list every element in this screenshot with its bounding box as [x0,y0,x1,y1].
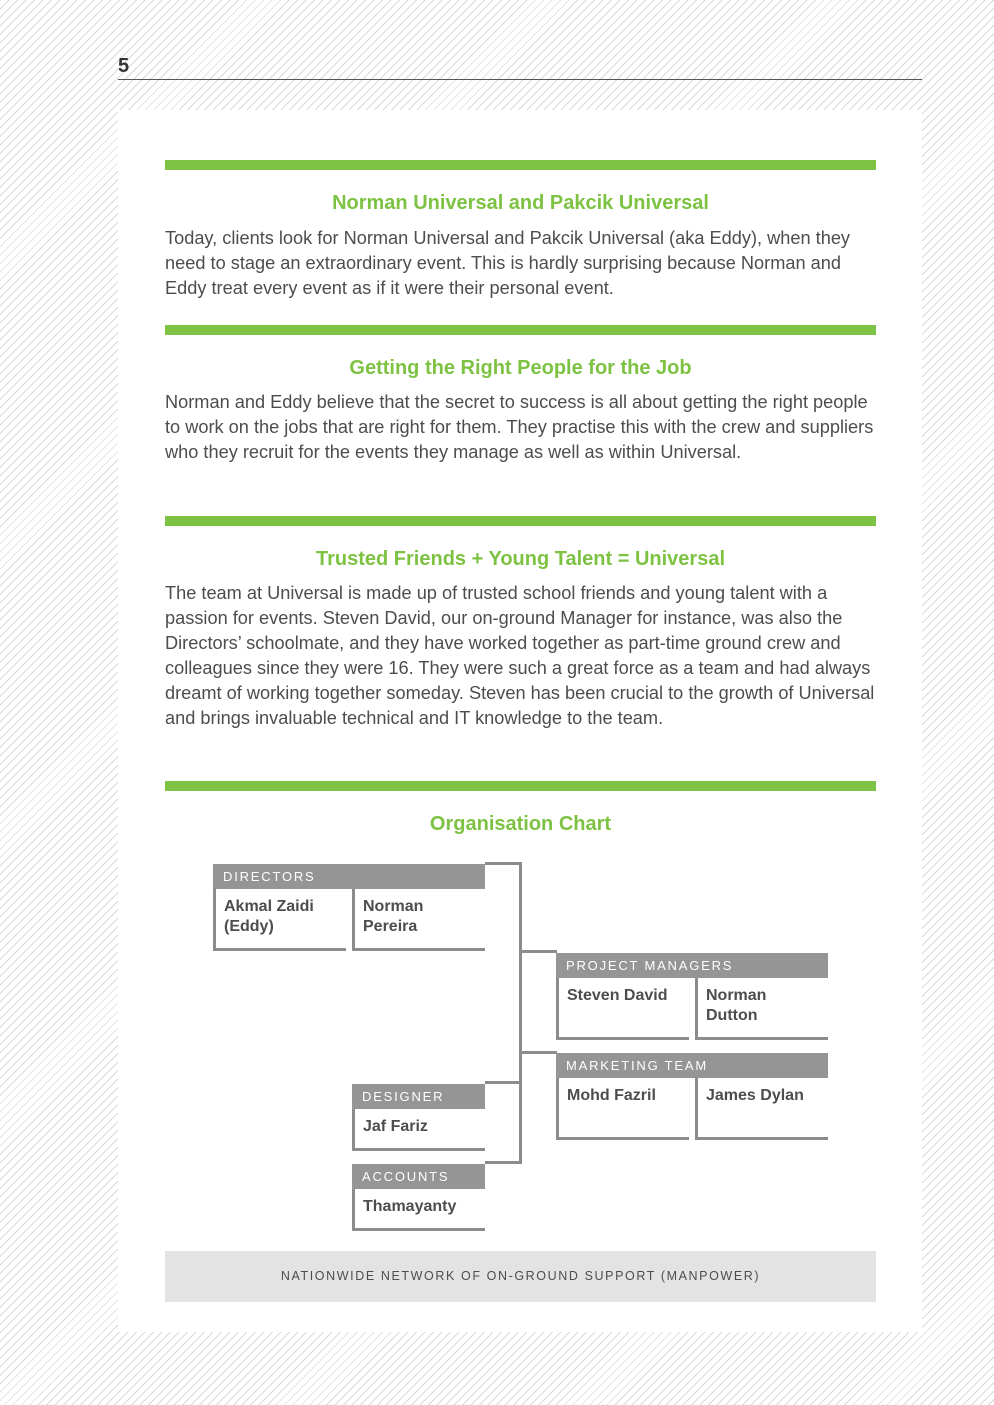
section-body: Norman and Eddy believe that the secret to success is all about getting the right people to work on the jobs that are right for them. They practise this with the crew and suppliers who they recruit for the events they manage as well as within Universal. [165,392,874,462]
marketing-member-card: James Dylan [695,1078,828,1140]
connector-line [519,862,522,1164]
section-divider [165,325,876,335]
project-manager-card: Norman Dutton [695,978,828,1040]
section-divider [165,160,876,170]
accounts-header: ACCOUNTS [352,1164,485,1189]
manpower-network-band: NATIONWIDE NETWORK OF ON-GROUND SUPPORT (MANPOWER) [165,1251,876,1302]
connector-line [519,950,557,953]
org-chart-heading: Organisation Chart [429,813,612,835]
page-number: 5 [118,55,130,77]
connector-line [485,1161,522,1164]
marketing-member-card: Mohd Fazril [556,1078,689,1140]
connector-line [485,1081,522,1084]
project-managers-header: PROJECT MANAGERS [556,953,828,978]
marketing-team-header: MARKETING TEAM [556,1053,828,1078]
section-body: Today, clients look for Norman Universal and Pakcik Universal (aka Eddy), when they need to stage an extraordinary event. This is hardly surprising because Norman and Eddy treat every event as if it were their personal event. [165,228,851,298]
section-body: The team at Universal is made up of trusted school friends and young talent with a passion for events. Steven David, our on-ground Manager for instance, was also the Directors’ schoolmate, and they have worked together as part-time ground crew and colleagues since they were 16. They were such a great force as a team and had always dreamt of working together someday. Steven has been crucial to the growth of Universal and brings invaluable technical and IT knowledge to the team. [165,583,875,728]
connector-line [485,862,522,865]
designer-header: DESIGNER [352,1084,485,1109]
accounts-card: Thamayanty [352,1189,485,1231]
section-heading: Norman Universal and Pakcik Universal [332,192,709,214]
directors-header: DIRECTORS [213,864,485,889]
section-heading: Trusted Friends + Young Talent = Universal [316,548,725,570]
section-heading: Getting the Right People for the Job [349,357,692,379]
section-divider [165,516,876,526]
director-card: Akmal Zaidi (Eddy) [213,889,346,951]
connector-line [519,1051,557,1054]
designer-card: Jaf Fariz [352,1109,485,1151]
header-rule [118,79,922,80]
director-card: Norman Pereira [352,889,485,951]
section-divider [165,781,876,791]
project-manager-card: Steven David [556,978,689,1040]
